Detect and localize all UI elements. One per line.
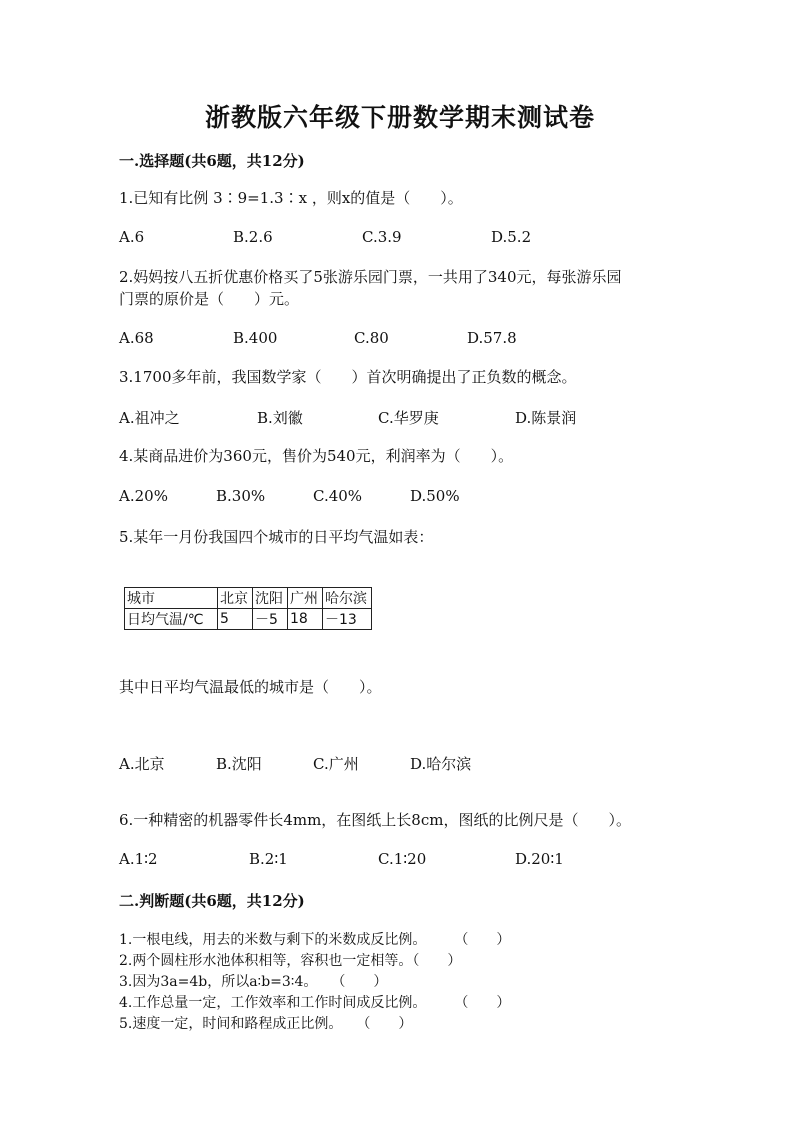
judge-item-3: 3.因为3a=4b，所以a∶b=3∶4。 （ ） [119,974,388,990]
q5-option-c: C.广州 [313,755,359,773]
table-cell: 18 [288,609,323,630]
table-row [125,609,372,630]
q2-option-d: D.57.8 [467,329,517,347]
q3-option-c: C.华罗庚 [378,409,439,427]
q6-option-a: A.1∶2 [119,850,158,868]
table-cell: －5 [253,609,288,630]
question-2-line2: 门票的原价是（ ）元。 [119,290,300,308]
q3-option-d: D.陈景润 [515,409,577,427]
question-6: 6.一种精密的机器零件长4mm，在图纸上长8cm，图纸的比例尺是（ ）。 [119,811,631,829]
q4-option-c: C.40% [313,487,363,505]
table-cell: 沈阳 [253,588,288,609]
judge-item-1: 1.一根电线，用去的米数与剩下的米数成反比例。 （ ） [119,932,511,948]
question-5-prompt: 其中日平均气温最低的城市是（ ）。 [119,678,382,696]
q3-option-b: B.刘徽 [257,409,303,427]
judge-item-5: 5.速度一定，时间和路程成正比例。 （ ） [119,1016,413,1032]
section1-heading: 一.选择题(共6题，共12分) [119,152,305,170]
q2-option-b: B.400 [233,329,278,347]
table-cell: 日均气温/℃ [125,609,218,630]
table-cell: 城市 [125,588,218,609]
q6-option-b: B.2∶1 [249,850,288,868]
section2-heading: 二.判断题(共6题，共12分) [119,892,305,910]
q4-option-b: B.30% [216,487,266,505]
question-4: 4.某商品进价为360元，售价为540元，利润率为（ ）。 [119,447,514,465]
question-2-line1: 2.妈妈按八五折优惠价格买了5张游乐园门票，一共用了340元，每张游乐园 [119,268,622,286]
q1-option-c: C.3.9 [362,228,402,246]
table-cell: 5 [218,609,253,630]
table-cell: 北京 [218,588,253,609]
table-cell: 广州 [288,588,323,609]
judge-item-2: 2.两个圆柱形水池体积相等，容积也一定相等。（ ） [119,953,462,969]
q5-option-b: B.沈阳 [216,755,262,773]
question-1: 1.已知有比例 3∶9=1.3∶x ，则x的值是（ ）。 [119,189,463,207]
q6-option-d: D.20∶1 [515,850,564,868]
table-header-row [125,588,372,609]
temperature-table [124,587,372,630]
q1-option-a: A.6 [119,228,145,246]
question-3: 3.1700多年前，我国数学家（ ）首次明确提出了正负数的概念。 [119,368,577,386]
q1-option-b: B.2.6 [233,228,273,246]
q4-option-d: D.50% [410,487,460,505]
q1-option-d: D.5.2 [491,228,532,246]
exam-title: 浙教版六年级下册数学期末测试卷 [204,103,595,132]
q4-option-a: A.20% [119,487,168,505]
question-5: 5.某年一月份我国四个城市的日平均气温如表： [119,528,434,546]
q2-option-a: A.68 [119,329,154,347]
table-cell: －13 [323,609,372,630]
q6-option-c: C.1∶20 [378,850,427,868]
q5-option-d: D.哈尔滨 [410,755,472,773]
judge-item-4: 4.工作总量一定，工作效率和工作时间成反比例。 （ ） [119,995,511,1011]
q5-option-a: A.北京 [119,755,165,773]
q3-option-a: A.祖冲之 [119,409,180,427]
table-cell: 哈尔滨 [323,588,372,609]
q2-option-c: C.80 [354,329,389,347]
